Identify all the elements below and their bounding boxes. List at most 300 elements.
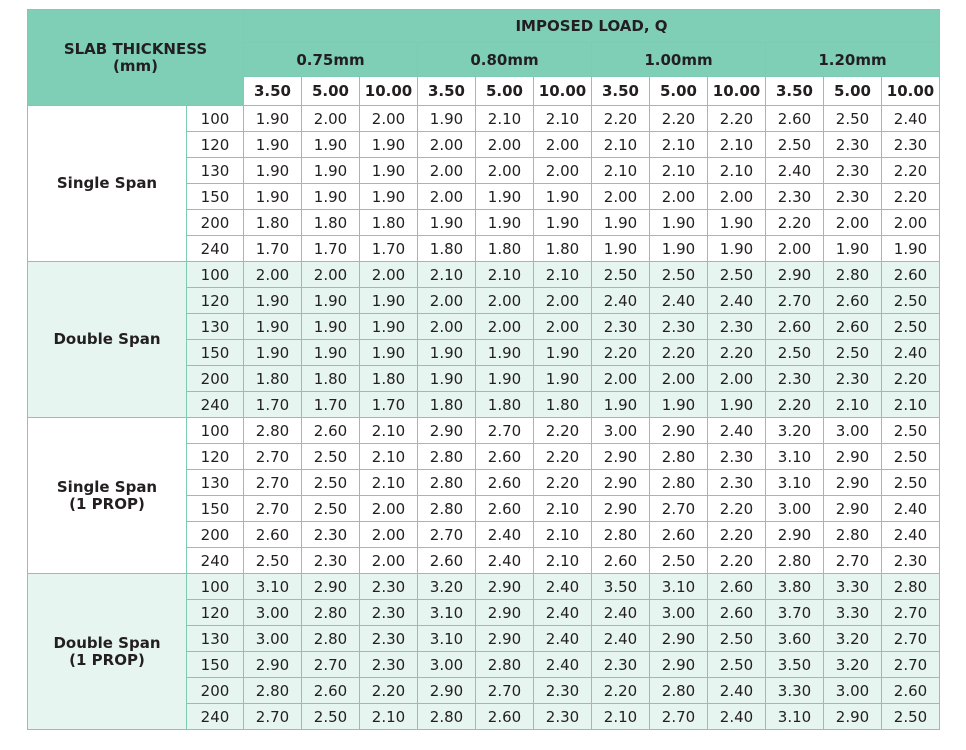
span-value-cell: 2.00 <box>360 262 418 288</box>
span-value-cell: 2.60 <box>418 548 476 574</box>
span-value-cell: 2.80 <box>766 548 824 574</box>
span-value-cell: 2.50 <box>650 262 708 288</box>
span-value-cell: 2.30 <box>882 548 940 574</box>
span-value-cell: 2.20 <box>882 158 940 184</box>
deck-thickness-header: 0.80mm <box>418 43 592 77</box>
span-value-cell: 1.90 <box>708 210 766 236</box>
slab-thickness-cell: 240 <box>187 704 244 730</box>
slab-thickness-cell: 200 <box>187 678 244 704</box>
span-value-cell: 2.30 <box>360 626 418 652</box>
span-value-cell: 1.90 <box>302 184 360 210</box>
span-value-cell: 2.60 <box>882 262 940 288</box>
span-value-cell: 1.90 <box>302 288 360 314</box>
span-value-cell: 1.70 <box>360 392 418 418</box>
span-value-cell: 2.30 <box>708 470 766 496</box>
span-value-cell: 2.60 <box>766 314 824 340</box>
span-value-cell: 3.20 <box>824 652 882 678</box>
load-header-cell: 3.50 <box>418 77 476 106</box>
span-value-cell: 3.20 <box>766 418 824 444</box>
span-value-cell: 2.50 <box>302 704 360 730</box>
span-value-cell: 2.10 <box>476 106 534 132</box>
span-value-cell: 2.30 <box>302 522 360 548</box>
span-value-cell: 2.00 <box>534 158 592 184</box>
span-value-cell: 2.20 <box>708 340 766 366</box>
span-value-cell: 2.80 <box>882 574 940 600</box>
span-value-cell: 2.10 <box>360 470 418 496</box>
span-type-label <box>28 418 187 574</box>
span-value-cell: 2.70 <box>882 626 940 652</box>
span-value-cell: 2.90 <box>592 496 650 522</box>
span-value-cell: 2.40 <box>882 496 940 522</box>
span-value-cell: 1.70 <box>244 392 302 418</box>
span-value-cell: 1.90 <box>302 340 360 366</box>
span-value-cell: 2.80 <box>592 522 650 548</box>
span-value-cell: 2.90 <box>302 574 360 600</box>
span-value-cell: 1.90 <box>360 314 418 340</box>
span-value-cell: 2.40 <box>534 652 592 678</box>
span-value-cell: 2.40 <box>592 288 650 314</box>
span-value-cell: 2.50 <box>650 548 708 574</box>
span-value-cell: 2.60 <box>766 106 824 132</box>
slab-thickness-label: SLAB THICKNESS <box>63 39 208 58</box>
span-value-cell: 2.70 <box>244 496 302 522</box>
span-value-cell: 2.10 <box>592 158 650 184</box>
load-header-cell: 3.50 <box>766 77 824 106</box>
span-value-cell: 2.00 <box>360 106 418 132</box>
span-value-cell: 2.10 <box>476 262 534 288</box>
span-value-cell: 3.00 <box>824 678 882 704</box>
span-value-cell: 1.90 <box>534 340 592 366</box>
span-value-cell: 1.90 <box>650 392 708 418</box>
span-value-cell: 1.90 <box>708 392 766 418</box>
span-value-cell: 2.40 <box>534 574 592 600</box>
span-value-cell: 2.80 <box>302 600 360 626</box>
span-value-cell: 1.90 <box>476 210 534 236</box>
span-type-label <box>28 106 187 262</box>
span-value-cell: 2.40 <box>882 522 940 548</box>
span-value-cell: 1.80 <box>360 210 418 236</box>
span-value-cell: 2.00 <box>476 314 534 340</box>
span-value-cell: 2.00 <box>534 132 592 158</box>
span-value-cell: 2.60 <box>302 678 360 704</box>
load-header-cell: 10.00 <box>360 77 418 106</box>
span-value-cell: 2.90 <box>244 652 302 678</box>
span-value-cell: 2.40 <box>592 626 650 652</box>
span-value-cell: 1.90 <box>650 236 708 262</box>
slab-thickness-cell: 120 <box>187 132 244 158</box>
span-value-cell: 2.80 <box>302 626 360 652</box>
span-value-cell: 2.00 <box>302 106 360 132</box>
span-value-cell: 2.50 <box>708 652 766 678</box>
span-value-cell: 1.80 <box>476 392 534 418</box>
span-value-cell: 2.00 <box>592 366 650 392</box>
span-value-cell: 2.50 <box>302 444 360 470</box>
table-header <box>28 10 940 106</box>
slab-thickness-cell: 100 <box>187 262 244 288</box>
span-value-cell: 2.90 <box>418 678 476 704</box>
span-value-cell: 2.50 <box>592 262 650 288</box>
span-value-cell: 1.90 <box>650 210 708 236</box>
span-value-cell: 1.90 <box>476 184 534 210</box>
slab-thickness-cell: 130 <box>187 314 244 340</box>
span-value-cell: 2.20 <box>592 678 650 704</box>
span-value-cell: 2.50 <box>824 340 882 366</box>
slab-thickness-cell: 240 <box>187 236 244 262</box>
span-value-cell: 2.10 <box>534 106 592 132</box>
imposed-load-header: IMPOSED LOAD, Q <box>244 10 940 43</box>
span-value-cell: 2.30 <box>882 132 940 158</box>
span-value-cell: 1.90 <box>244 314 302 340</box>
span-value-cell: 2.20 <box>882 184 940 210</box>
span-value-cell: 2.00 <box>592 184 650 210</box>
span-value-cell: 2.70 <box>418 522 476 548</box>
span-value-cell: 3.70 <box>766 600 824 626</box>
deck-thickness-header: 1.20mm <box>766 43 940 77</box>
span-value-cell: 2.90 <box>824 704 882 730</box>
span-value-cell: 2.90 <box>824 470 882 496</box>
span-value-cell: 1.90 <box>418 106 476 132</box>
span-value-cell: 2.00 <box>650 184 708 210</box>
span-value-cell: 2.80 <box>824 262 882 288</box>
span-value-cell: 2.20 <box>360 678 418 704</box>
span-value-cell: 2.90 <box>766 262 824 288</box>
span-value-cell: 2.30 <box>824 184 882 210</box>
span-value-cell: 2.50 <box>882 418 940 444</box>
span-value-cell: 2.30 <box>592 652 650 678</box>
span-value-cell: 1.90 <box>244 132 302 158</box>
span-value-cell: 2.90 <box>766 522 824 548</box>
span-value-cell: 1.80 <box>244 366 302 392</box>
span-value-cell: 3.00 <box>592 418 650 444</box>
span-value-cell: 2.20 <box>766 392 824 418</box>
slab-thickness-cell: 100 <box>187 106 244 132</box>
span-value-cell: 2.90 <box>650 652 708 678</box>
deck-thickness-header: 0.75mm <box>244 43 418 77</box>
span-value-cell: 2.10 <box>650 158 708 184</box>
span-value-cell: 2.30 <box>650 314 708 340</box>
span-value-cell: 1.80 <box>418 392 476 418</box>
load-header-cell: 5.00 <box>302 77 360 106</box>
span-value-cell: 2.40 <box>708 288 766 314</box>
span-value-cell: 2.10 <box>534 496 592 522</box>
span-value-cell: 1.90 <box>534 366 592 392</box>
span-value-cell: 2.90 <box>418 418 476 444</box>
span-value-cell: 2.00 <box>650 366 708 392</box>
span-value-cell: 1.90 <box>302 314 360 340</box>
span-value-cell: 2.20 <box>534 470 592 496</box>
span-value-cell: 1.90 <box>476 366 534 392</box>
span-value-cell: 1.90 <box>418 366 476 392</box>
span-value-cell: 2.70 <box>244 470 302 496</box>
span-value-cell: 2.90 <box>824 496 882 522</box>
span-value-cell: 2.00 <box>708 366 766 392</box>
span-value-cell: 2.40 <box>476 522 534 548</box>
span-value-cell: 1.80 <box>302 210 360 236</box>
span-value-cell: 2.50 <box>882 470 940 496</box>
slab-thickness-cell: 130 <box>187 470 244 496</box>
span-value-cell: 1.90 <box>882 236 940 262</box>
span-value-cell: 3.00 <box>766 496 824 522</box>
span-value-cell: 3.30 <box>824 600 882 626</box>
slab-thickness-unit: (mm) <box>113 56 158 75</box>
span-value-cell: 2.90 <box>592 444 650 470</box>
span-value-cell: 1.80 <box>534 392 592 418</box>
span-value-cell: 1.90 <box>302 132 360 158</box>
span-value-cell: 2.90 <box>650 418 708 444</box>
span-value-cell: 2.70 <box>766 288 824 314</box>
table-body <box>28 106 940 730</box>
load-header-cell: 10.00 <box>708 77 766 106</box>
slab-thickness-cell: 120 <box>187 600 244 626</box>
span-value-cell: 2.30 <box>302 548 360 574</box>
span-value-cell: 2.80 <box>244 418 302 444</box>
span-type-line1: Double Span <box>53 330 161 348</box>
span-value-cell: 2.80 <box>244 678 302 704</box>
span-value-cell: 2.60 <box>708 600 766 626</box>
span-value-cell: 2.70 <box>244 704 302 730</box>
span-type-line2: (1 PROP) <box>69 650 145 669</box>
span-value-cell: 1.70 <box>302 236 360 262</box>
span-value-cell: 3.20 <box>824 626 882 652</box>
span-value-cell: 3.20 <box>418 574 476 600</box>
span-value-cell: 2.80 <box>418 704 476 730</box>
span-value-cell: 2.20 <box>650 106 708 132</box>
slab-thickness-cell: 150 <box>187 184 244 210</box>
span-value-cell: 2.30 <box>592 314 650 340</box>
span-value-cell: 2.30 <box>766 184 824 210</box>
span-value-cell: 1.90 <box>244 158 302 184</box>
span-value-cell: 3.10 <box>650 574 708 600</box>
span-value-cell: 2.70 <box>882 652 940 678</box>
span-value-cell: 2.20 <box>592 340 650 366</box>
span-value-cell: 2.30 <box>824 132 882 158</box>
span-value-cell: 3.10 <box>766 704 824 730</box>
span-value-cell: 1.90 <box>302 158 360 184</box>
span-value-cell: 2.00 <box>708 184 766 210</box>
span-value-cell: 1.70 <box>360 236 418 262</box>
span-value-cell: 1.70 <box>302 392 360 418</box>
span-value-cell: 2.30 <box>708 444 766 470</box>
span-value-cell: 2.00 <box>476 158 534 184</box>
span-value-cell: 2.50 <box>708 626 766 652</box>
span-value-cell: 2.10 <box>592 132 650 158</box>
slab-thickness-cell: 130 <box>187 626 244 652</box>
span-value-cell: 2.40 <box>534 626 592 652</box>
span-value-cell: 2.20 <box>534 444 592 470</box>
span-value-cell: 3.60 <box>766 626 824 652</box>
slab-thickness-cell: 150 <box>187 652 244 678</box>
span-value-cell: 2.10 <box>534 548 592 574</box>
span-value-cell: 2.20 <box>534 418 592 444</box>
span-value-cell: 1.90 <box>708 236 766 262</box>
table-row <box>28 418 940 444</box>
span-value-cell: 2.40 <box>592 600 650 626</box>
span-type-line2: (1 PROP) <box>69 494 145 513</box>
span-value-cell: 3.00 <box>418 652 476 678</box>
span-value-cell: 1.90 <box>592 210 650 236</box>
span-value-cell: 2.00 <box>534 314 592 340</box>
span-value-cell: 2.80 <box>650 470 708 496</box>
span-value-cell: 2.90 <box>476 574 534 600</box>
span-value-cell: 1.90 <box>244 184 302 210</box>
load-header-cell: 5.00 <box>824 77 882 106</box>
slab-thickness-cell: 200 <box>187 522 244 548</box>
span-value-cell: 3.10 <box>244 574 302 600</box>
span-value-cell: 2.50 <box>302 496 360 522</box>
slab-thickness-cell: 240 <box>187 548 244 574</box>
span-value-cell: 2.30 <box>534 704 592 730</box>
span-value-cell: 2.30 <box>766 366 824 392</box>
span-value-cell: 3.80 <box>766 574 824 600</box>
span-value-cell: 2.00 <box>360 496 418 522</box>
span-value-cell: 1.90 <box>418 210 476 236</box>
span-value-cell: 2.00 <box>418 184 476 210</box>
span-type-line1: Double Span <box>53 633 161 652</box>
span-value-cell: 2.00 <box>418 158 476 184</box>
span-value-cell: 1.80 <box>418 236 476 262</box>
span-value-cell: 2.70 <box>302 652 360 678</box>
span-value-cell: 2.40 <box>766 158 824 184</box>
span-value-cell: 2.10 <box>824 392 882 418</box>
span-value-cell: 2.10 <box>418 262 476 288</box>
span-value-cell: 2.50 <box>882 444 940 470</box>
span-value-cell: 2.20 <box>650 340 708 366</box>
span-value-cell: 1.90 <box>418 340 476 366</box>
span-value-cell: 2.40 <box>708 678 766 704</box>
span-value-cell: 2.70 <box>476 678 534 704</box>
span-value-cell: 2.30 <box>824 158 882 184</box>
span-value-cell: 2.40 <box>882 340 940 366</box>
span-value-cell: 2.20 <box>708 106 766 132</box>
span-value-cell: 2.00 <box>534 288 592 314</box>
span-value-cell: 2.40 <box>708 704 766 730</box>
span-value-cell: 2.00 <box>766 236 824 262</box>
span-value-cell: 1.70 <box>244 236 302 262</box>
span-value-cell: 2.10 <box>534 522 592 548</box>
span-value-cell: 2.00 <box>418 132 476 158</box>
span-value-cell: 2.60 <box>244 522 302 548</box>
span-value-cell: 1.90 <box>592 392 650 418</box>
span-value-cell: 2.20 <box>766 210 824 236</box>
span-value-cell: 1.80 <box>476 236 534 262</box>
slab-thickness-cell: 240 <box>187 392 244 418</box>
span-value-cell: 2.60 <box>476 704 534 730</box>
span-value-cell: 2.50 <box>882 314 940 340</box>
span-value-cell: 1.80 <box>244 210 302 236</box>
span-type-label <box>28 574 187 730</box>
slab-thickness-cell: 200 <box>187 366 244 392</box>
table-row <box>28 574 940 600</box>
span-value-cell: 1.90 <box>360 340 418 366</box>
slab-thickness-cell: 120 <box>187 444 244 470</box>
span-value-cell: 1.90 <box>592 236 650 262</box>
span-value-cell: 3.00 <box>824 418 882 444</box>
span-type-line1: Single Span <box>56 477 158 496</box>
span-table <box>27 9 940 730</box>
span-value-cell: 3.00 <box>244 626 302 652</box>
span-value-cell: 3.50 <box>592 574 650 600</box>
span-value-cell: 2.10 <box>650 132 708 158</box>
span-value-cell: 2.00 <box>302 262 360 288</box>
span-value-cell: 2.50 <box>244 548 302 574</box>
span-value-cell: 2.30 <box>360 652 418 678</box>
span-value-cell: 2.50 <box>824 106 882 132</box>
span-value-cell: 2.50 <box>302 470 360 496</box>
span-value-cell: 2.60 <box>476 496 534 522</box>
slab-thickness-cell: 120 <box>187 288 244 314</box>
span-value-cell: 2.70 <box>650 496 708 522</box>
span-value-cell: 2.10 <box>882 392 940 418</box>
span-type-label <box>28 262 187 418</box>
span-value-cell: 2.50 <box>882 288 940 314</box>
span-value-cell: 2.80 <box>418 444 476 470</box>
span-value-cell: 1.90 <box>360 158 418 184</box>
span-value-cell: 2.00 <box>418 314 476 340</box>
load-header-cell: 5.00 <box>476 77 534 106</box>
span-value-cell: 2.40 <box>476 548 534 574</box>
span-value-cell: 2.10 <box>592 704 650 730</box>
span-value-cell: 2.70 <box>882 600 940 626</box>
slab-thickness-cell: 130 <box>187 158 244 184</box>
span-value-cell: 1.90 <box>360 132 418 158</box>
span-value-cell: 2.70 <box>824 548 882 574</box>
span-value-cell: 2.80 <box>418 496 476 522</box>
span-value-cell: 2.80 <box>650 444 708 470</box>
load-header-cell: 3.50 <box>592 77 650 106</box>
span-value-cell: 2.60 <box>708 574 766 600</box>
span-value-cell: 1.90 <box>244 106 302 132</box>
span-value-cell: 2.60 <box>650 522 708 548</box>
span-value-cell: 2.60 <box>302 418 360 444</box>
slab-thickness-cell: 150 <box>187 496 244 522</box>
span-value-cell: 2.60 <box>476 470 534 496</box>
span-value-cell: 3.00 <box>650 600 708 626</box>
span-value-cell: 1.90 <box>534 210 592 236</box>
span-value-cell: 2.00 <box>824 210 882 236</box>
span-value-cell: 2.90 <box>476 626 534 652</box>
span-value-cell: 2.50 <box>766 340 824 366</box>
span-value-cell: 2.20 <box>708 496 766 522</box>
span-value-cell: 2.30 <box>360 574 418 600</box>
span-value-cell: 2.00 <box>360 548 418 574</box>
slab-thickness-cell: 200 <box>187 210 244 236</box>
span-value-cell: 2.60 <box>824 314 882 340</box>
span-type-line1: Single Span <box>56 174 158 192</box>
span-value-cell: 2.50 <box>766 132 824 158</box>
span-value-cell: 2.00 <box>360 522 418 548</box>
span-value-cell: 2.30 <box>708 314 766 340</box>
span-value-cell: 1.90 <box>360 288 418 314</box>
load-header-cell: 3.50 <box>244 77 302 106</box>
span-value-cell: 2.00 <box>476 132 534 158</box>
span-value-cell: 3.50 <box>766 652 824 678</box>
span-value-cell: 2.80 <box>650 678 708 704</box>
span-value-cell: 1.90 <box>476 340 534 366</box>
span-value-cell: 2.60 <box>592 548 650 574</box>
span-value-cell: 2.80 <box>418 470 476 496</box>
span-value-cell: 2.90 <box>476 600 534 626</box>
span-value-cell: 2.40 <box>650 288 708 314</box>
span-value-cell: 2.80 <box>476 652 534 678</box>
span-value-cell: 2.20 <box>882 366 940 392</box>
span-value-cell: 2.40 <box>882 106 940 132</box>
span-value-cell: 2.30 <box>360 600 418 626</box>
span-value-cell: 2.90 <box>650 626 708 652</box>
span-value-cell: 2.20 <box>708 548 766 574</box>
span-value-cell: 1.90 <box>534 184 592 210</box>
span-value-cell: 3.10 <box>418 626 476 652</box>
span-value-cell: 2.60 <box>476 444 534 470</box>
